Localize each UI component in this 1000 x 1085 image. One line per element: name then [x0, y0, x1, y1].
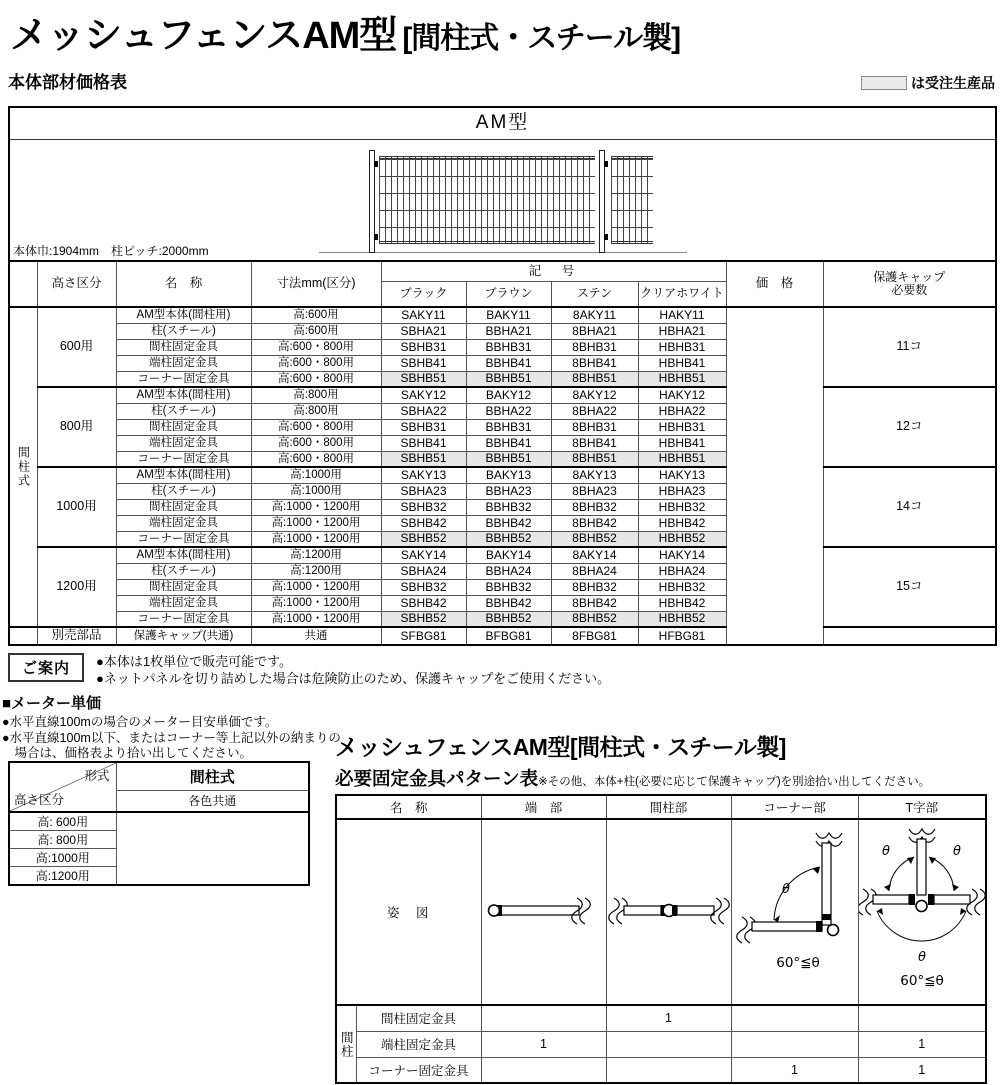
part-name: 柱(スチール) [116, 563, 251, 579]
part-code: 8BHB32 [551, 579, 638, 595]
page-title-main: メッシュフェンスAM型 [10, 15, 397, 57]
meter-title: ■メーター単価 [2, 695, 102, 712]
end-section-diagram [485, 891, 603, 931]
part-code: SBHB31 [381, 339, 466, 355]
pattern-value: 1 [481, 1031, 606, 1057]
part-code: SBHB41 [381, 435, 466, 451]
pattern-title: メッシュフェンスAM型[間柱式・スチール製] [335, 734, 786, 760]
pattern-subtitle-note: ※その他、本体+柱(必要に応じて保護キャップ)を別途拾い出してください。 [538, 776, 931, 788]
part-code: HBHA24 [638, 563, 726, 579]
part-size: 高:1200用 [251, 547, 381, 563]
pattern-table [335, 794, 987, 1084]
meter-note-2: ●水平直線100m以下、またはコーナー等上記以外の納まりの場合は、価格表より拾い出してください。 [2, 730, 341, 760]
part-code: BAKY11 [466, 307, 551, 323]
part-code: BBHB42 [466, 515, 551, 531]
pattern-row [336, 1057, 986, 1083]
extra-category: 別売部品 [37, 627, 116, 645]
pattern-header-name: 名 称 [336, 795, 481, 819]
header-color-black: ブラック [381, 281, 466, 307]
part-code: HBHB31 [638, 339, 726, 355]
header-row-1 [9, 261, 996, 281]
part-code: SBHB42 [381, 595, 466, 611]
part-code: SBHB42 [381, 515, 466, 531]
meter-height-1000: 高:1000用 [9, 849, 116, 867]
meter-height-600: 高: 600用 [9, 812, 116, 831]
corner-figure-cell [731, 819, 858, 1005]
cap-count: 15コ [823, 547, 996, 627]
theta-label: θ [881, 843, 890, 859]
part-size: 高:1000・1200用 [251, 515, 381, 531]
part-code: SBHA23 [381, 483, 466, 499]
end-figure-cell [481, 819, 606, 1005]
pattern-header-row [336, 795, 986, 819]
part-code: HBHB52 [638, 611, 726, 627]
cap-count: 12コ [823, 387, 996, 467]
meter-note-1: ●水平直線100mの場合のメーター目安単価です。 [2, 715, 278, 729]
part-code: 8BHA23 [551, 483, 638, 499]
part-size: 高:600用 [251, 307, 381, 323]
part-size: 高:600・800用 [251, 339, 381, 355]
part-size: 高:600・800用 [251, 419, 381, 435]
part-size: 高:1000・1200用 [251, 595, 381, 611]
header-code: 記 号 [381, 261, 726, 281]
part-code: BBHB51 [466, 371, 551, 387]
part-name: 間柱固定金具 [116, 499, 251, 515]
meter-price-empty [116, 812, 309, 885]
part-code: BBHA22 [466, 403, 551, 419]
page-title [10, 4, 680, 59]
part-code: HBHA23 [638, 483, 726, 499]
extra-parts-row [9, 627, 996, 645]
header-cap [823, 261, 996, 307]
part-name: 柱(スチール) [116, 323, 251, 339]
theta-label: θ [781, 881, 790, 897]
part-size: 高:600用 [251, 323, 381, 339]
part-code: 8BHA24 [551, 563, 638, 579]
pattern-row [336, 1031, 986, 1057]
part-size: 高:1000・1200用 [251, 531, 381, 547]
part-code: SBHB32 [381, 579, 466, 595]
price-row [9, 307, 996, 323]
part-code: 8BHB31 [551, 419, 638, 435]
part-code: 8FBG81 [551, 627, 638, 645]
part-code: SAKY14 [381, 547, 466, 563]
part-code: BBHA24 [466, 563, 551, 579]
part-name: 柱(スチール) [116, 483, 251, 499]
part-code: HBHB41 [638, 355, 726, 371]
part-name: コーナー固定金具 [116, 531, 251, 547]
header-cap-line1: 保護キャップ [873, 270, 946, 285]
pattern-header-end: 端 部 [481, 795, 606, 819]
part-code: SBHA22 [381, 403, 466, 419]
header-color-brown: ブラウン [466, 281, 551, 307]
part-code: 8BHA22 [551, 403, 638, 419]
illustration-row [9, 139, 996, 261]
part-name: コーナー固定金具 [116, 451, 251, 467]
part-code: SBHA24 [381, 563, 466, 579]
part-code: HBHB51 [638, 451, 726, 467]
part-code: SBHB32 [381, 499, 466, 515]
part-code: SBHB31 [381, 419, 466, 435]
meter-table-diagonal-cell [9, 762, 116, 812]
part-code: BAKY12 [466, 387, 551, 403]
part-size: 高:600・800用 [251, 355, 381, 371]
part-name: 間柱固定金具 [116, 339, 251, 355]
part-code: BBHB51 [466, 451, 551, 467]
mesh-panel-partial [611, 156, 653, 244]
part-code: 8BHA21 [551, 323, 638, 339]
header-name: 名 称 [116, 261, 251, 307]
part-code: 8BHB41 [551, 355, 638, 371]
part-code: SAKY12 [381, 387, 466, 403]
tee-section-diagram [859, 823, 985, 999]
mesh-panel [379, 156, 595, 244]
part-code: 8AKY12 [551, 387, 638, 403]
price-row [9, 467, 996, 483]
part-code: 8AKY11 [551, 307, 638, 323]
part-code: BBHA21 [466, 323, 551, 339]
part-code: BBHB31 [466, 339, 551, 355]
part-name: 柱(スチール) [116, 403, 251, 419]
part-code: 8BHB51 [551, 371, 638, 387]
part-code: BBHB41 [466, 435, 551, 451]
meter-section [2, 692, 342, 762]
guide-note-2: ●ネットパネルを切り詰めした場合は危険防止のため、保護キャップをご使用ください。 [96, 671, 611, 686]
meter-unit-price-table [8, 761, 310, 886]
header-corner-empty [9, 261, 37, 307]
pattern-value [481, 1057, 606, 1083]
meter-table-type-header: 間柱式 [116, 762, 309, 790]
angle-note: 60°≦θ [900, 972, 944, 989]
part-code: HBHB51 [638, 371, 726, 387]
part-code: SBHA21 [381, 323, 466, 339]
price-empty-cell [726, 307, 823, 645]
part-name: AM型本体(間柱用) [116, 307, 251, 323]
header-cap-line2: 必要数 [891, 283, 928, 297]
part-code: 8AKY13 [551, 467, 638, 483]
meter-table-color-header: 各色共通 [116, 790, 309, 812]
price-table-section-label: 本体部材価格表 [8, 73, 127, 92]
part-name: 間柱固定金具 [116, 419, 251, 435]
part-code: HBHB32 [638, 579, 726, 595]
price-table-body [9, 307, 996, 645]
part-code: HBHB42 [638, 595, 726, 611]
theta-label: θ [952, 843, 961, 859]
part-code: BBHB52 [466, 531, 551, 547]
part-size: 高:600・800用 [251, 435, 381, 451]
pattern-row-name: 端柱固定金具 [356, 1031, 481, 1057]
part-code: HBHB41 [638, 435, 726, 451]
pattern-figure-row [336, 819, 986, 1005]
pattern-value [481, 1005, 606, 1031]
part-name: 間柱固定金具 [116, 579, 251, 595]
cap-count: 14コ [823, 467, 996, 547]
height-category: 1000用 [37, 467, 116, 547]
part-code: SAKY11 [381, 307, 466, 323]
part-code: BAKY13 [466, 467, 551, 483]
pattern-header-tee: T字部 [858, 795, 986, 819]
part-code: HBHB52 [638, 531, 726, 547]
header-price: 価 格 [726, 261, 823, 307]
part-name: 端柱固定金具 [116, 355, 251, 371]
pattern-row-name: コーナー固定金具 [356, 1057, 481, 1083]
part-size: 高:600・800用 [251, 451, 381, 467]
part-code: 8BHB42 [551, 595, 638, 611]
order-made-legend [861, 73, 995, 93]
meter-height-800: 高: 800用 [9, 831, 116, 849]
part-code: HFBG81 [638, 627, 726, 645]
part-code: HBHA22 [638, 403, 726, 419]
part-code: SBHB51 [381, 371, 466, 387]
part-code: HBHA21 [638, 323, 726, 339]
part-size: 高:1200用 [251, 563, 381, 579]
price-row [9, 547, 996, 563]
pattern-value: 1 [858, 1031, 986, 1057]
guide-label: ご案内 [8, 653, 84, 682]
part-size: 共通 [251, 627, 381, 645]
part-code: BBHB42 [466, 595, 551, 611]
height-category: 600用 [37, 307, 116, 387]
pillar-group-vertical-label: 間柱 [336, 1005, 356, 1083]
part-code: HBHB31 [638, 419, 726, 435]
pattern-header-corner: コーナー部 [731, 795, 858, 819]
meter-table-row [9, 812, 309, 831]
part-code: HAKY12 [638, 387, 726, 403]
part-code: BBHB32 [466, 579, 551, 595]
section-bar [8, 68, 995, 93]
pattern-value [606, 1031, 731, 1057]
height-category: 800用 [37, 387, 116, 467]
order-made-swatch [861, 76, 907, 90]
tee-figure-cell [858, 819, 986, 1005]
diagonal-label-type: 形式 [84, 769, 110, 783]
part-code: BBHB31 [466, 419, 551, 435]
angle-note: 60°≦θ [775, 954, 820, 971]
pillar-type-vertical-label: 間柱式 [9, 307, 37, 627]
pattern-header-mid: 間柱部 [606, 795, 731, 819]
cap-count-empty [823, 627, 996, 645]
pattern-value: 1 [858, 1057, 986, 1083]
cap-count: 11コ [823, 307, 996, 387]
diagonal-label-height: 高さ区分 [14, 793, 65, 807]
part-size: 高:1000・1200用 [251, 611, 381, 627]
part-name: 端柱固定金具 [116, 595, 251, 611]
part-code: 8BHB32 [551, 499, 638, 515]
part-name: AM型本体(間柱用) [116, 387, 251, 403]
meter-table-header-row [9, 762, 309, 790]
part-size: 高:1000・1200用 [251, 499, 381, 515]
part-code: SAKY13 [381, 467, 466, 483]
part-code: SBHB52 [381, 531, 466, 547]
part-code: HBHB32 [638, 499, 726, 515]
corner-section-diagram [734, 825, 856, 997]
part-name: AM型本体(間柱用) [116, 547, 251, 563]
part-code: 8BHB42 [551, 515, 638, 531]
part-size: 高:600・800用 [251, 371, 381, 387]
fence-post-right [599, 150, 605, 253]
part-name: 端柱固定金具 [116, 515, 251, 531]
part-code: HAKY11 [638, 307, 726, 323]
part-code: BBHB41 [466, 355, 551, 371]
meter-notes [2, 715, 342, 762]
part-code: 8BHB52 [551, 611, 638, 627]
pattern-value: 1 [731, 1057, 858, 1083]
part-code: BBHA23 [466, 483, 551, 499]
price-row [9, 387, 996, 403]
part-name: 保護キャップ(共通) [116, 627, 251, 645]
part-code: HAKY14 [638, 547, 726, 563]
header-size: 寸法mm(区分) [251, 261, 381, 307]
pattern-row-name: 間柱固定金具 [356, 1005, 481, 1031]
part-code: 8BHB41 [551, 435, 638, 451]
guide-note-1: ●本体は1枚単位で販売可能です。 [96, 654, 293, 669]
pattern-value [606, 1057, 731, 1083]
part-size: 高:1000用 [251, 483, 381, 499]
header-color-clearwhite: クリアホワイト [638, 281, 726, 307]
guide-section [8, 653, 610, 687]
part-size: 高:1000用 [251, 467, 381, 483]
pattern-value [731, 1005, 858, 1031]
model-header: AM型 [9, 107, 996, 139]
pattern-value [858, 1005, 986, 1031]
part-name: コーナー固定金具 [116, 611, 251, 627]
pattern-value [731, 1031, 858, 1057]
part-code: 8BHB31 [551, 339, 638, 355]
page-title-suffix: [間柱式・スチール製] [402, 22, 681, 55]
model-header-row [9, 107, 996, 139]
part-code: BBHB52 [466, 611, 551, 627]
height-category: 1200用 [37, 547, 116, 627]
part-code: SBHB52 [381, 611, 466, 627]
part-size: 高:800用 [251, 387, 381, 403]
part-code: HBHB42 [638, 515, 726, 531]
pattern-subtitle: 必要固定金具パターン表 [335, 768, 539, 789]
header-color-stainless: ステン [551, 281, 638, 307]
pattern-section [335, 729, 987, 1084]
order-made-legend-text: は受注生産品 [911, 75, 995, 91]
part-code: BBHB32 [466, 499, 551, 515]
price-table [8, 106, 997, 646]
part-size: 高:800用 [251, 403, 381, 419]
part-code: HAKY13 [638, 467, 726, 483]
part-code: 8BHB52 [551, 531, 638, 547]
part-code: 8AKY14 [551, 547, 638, 563]
part-name: コーナー固定金具 [116, 371, 251, 387]
part-name: AM型本体(間柱用) [116, 467, 251, 483]
illustration-cell [9, 139, 996, 261]
part-code: SFBG81 [381, 627, 466, 645]
fence-post-left [369, 150, 375, 253]
theta-label: θ [917, 949, 926, 965]
fence-illustration [353, 148, 653, 256]
figure-label: 姿 図 [336, 819, 481, 1005]
part-code: BFBG81 [466, 627, 551, 645]
mid-figure-cell [606, 819, 731, 1005]
header-height: 高さ区分 [37, 261, 116, 307]
mid-post-diagram [608, 891, 730, 931]
part-code: BAKY14 [466, 547, 551, 563]
pattern-subtitle-line [335, 765, 987, 791]
guide-notes [96, 653, 610, 687]
pattern-value: 1 [606, 1005, 731, 1031]
dimension-note: 本体巾:1904mm 柱ピッチ:2000mm [13, 244, 209, 259]
part-code: SBHB41 [381, 355, 466, 371]
part-code: SBHB51 [381, 451, 466, 467]
part-name: 端柱固定金具 [116, 435, 251, 451]
meter-height-1200: 高:1200用 [9, 867, 116, 886]
pattern-row [336, 1005, 986, 1031]
part-code: 8BHB51 [551, 451, 638, 467]
part-size: 高:1000・1200用 [251, 579, 381, 595]
extra-corner-empty [9, 627, 37, 645]
